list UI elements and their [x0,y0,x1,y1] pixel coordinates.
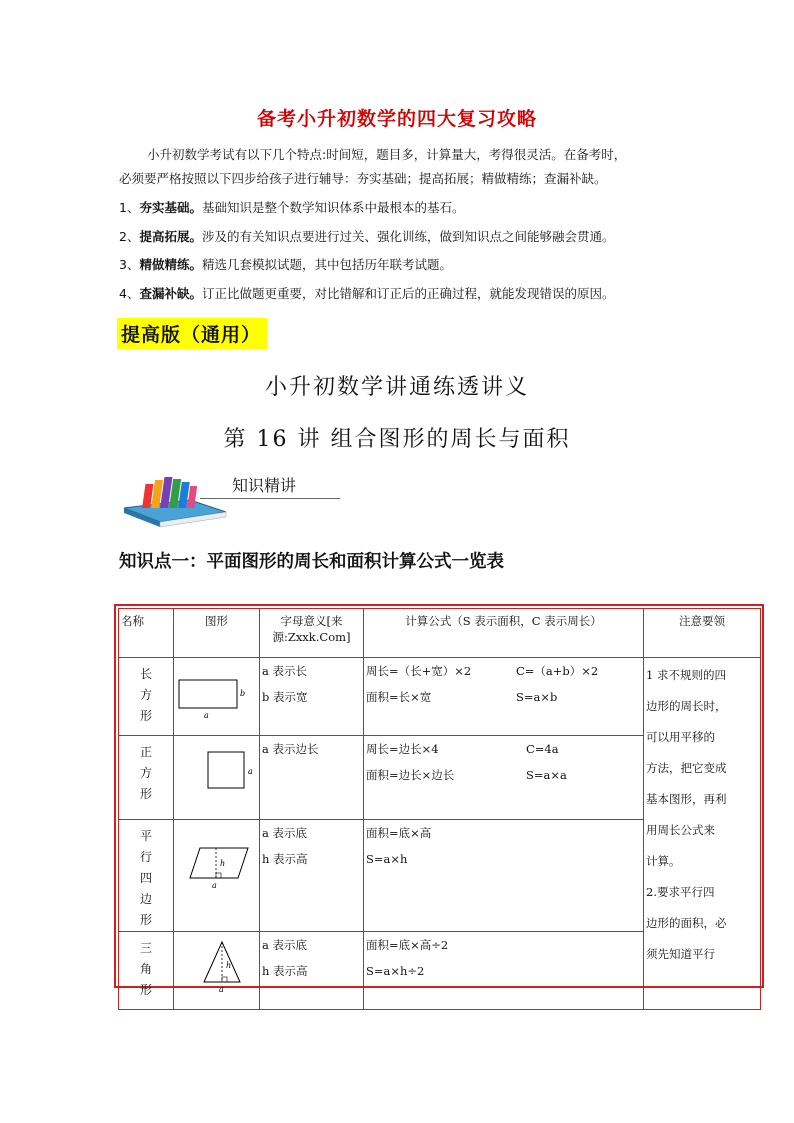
header-formula: 计算公式（S 表示面积，C 表示周长） [364,609,644,658]
step-title: 精做精练。 [139,257,202,272]
header-name: 名称 [119,609,174,658]
figure-label: a [204,711,209,720]
shape-name-rectangle: 长 方 形 [119,658,174,736]
triangle-figure [174,932,260,1010]
rectangle-figure [174,658,260,736]
figure-label: h [226,961,232,970]
notes-cell: 1 求不规则的四 边形的周长时， 可以用平移的 方法，把它变成 基本图形，再利 用周长公式来 计算。 2.要求平行四 边形的面积，必 须先知道平行 [644,658,761,1010]
figure-label: a [248,767,253,776]
figure-label: h [220,859,226,868]
figure-label: b [240,689,246,698]
section-banner-divider [200,498,340,499]
document-title: 备考小升初数学的四大复习攻略 [256,108,537,130]
formula-cell: 面积=底×高÷2 S=a×h÷2 [364,932,644,1010]
meaning-cell: a 表示边长 [260,736,364,820]
formula-cell: 周长=边长×4 C=4a 面积=边长×边长 S=a×a [364,736,644,820]
books-icon [120,466,230,528]
shape-name-triangle: 三 角 形 [119,932,174,1010]
table-row [119,658,761,736]
square-figure [174,736,260,820]
lecture-title: 第 16 讲 组合图形的周长与面积 [223,427,571,452]
parallelogram-figure [174,820,260,932]
step-item-4: 4、查漏补缺。订正比做题更重要，对比错解和订正后的正确过程，就能发现错误的原因。 [119,286,615,301]
meaning-cell: a 表示底 h 表示高 [260,932,364,1010]
step-title: 夯实基础。 [139,200,202,215]
knowledge-point-heading: 知识点一：平面图形的周长和面积计算公式一览表 [119,552,504,572]
table-header-row [119,609,761,658]
step-item-3: 3、精做精练。精选几套模拟试题，其中包括历年联考试题。 [119,257,452,272]
formula-table [114,604,764,997]
level-badge: 提高版（通用） [117,318,267,349]
step-title: 提高拓展。 [139,229,202,244]
figure-label: a [212,881,217,890]
intro-paragraph-line-2: 必须要严格按照以下四步给孩子进行辅导：夯实基础；提高拓展；精做精练；查漏补缺。 [119,171,607,186]
step-title: 查漏补缺。 [139,286,202,301]
header-figure: 图形 [174,609,260,658]
intro-paragraph-line-1: 小升初数学考试有以下几个特点:时间短，题目多，计算量大，考得很灵活。在备考时， [147,147,627,162]
figure-label: a [219,985,224,994]
lecture-series-title: 小升初数学讲通练透讲义 [264,375,529,400]
formula-cell: 周长=（长+宽）×2 C=（a+b）×2 面积=长×宽 S=a×b [364,658,644,736]
shape-name-square: 正 方 形 [119,736,174,820]
step-item-2: 2、提高拓展。涉及的有关知识点要进行过关、强化训练，做到知识点之间能够融会贯通。 [119,229,615,244]
formula-cell: 面积=底×高 S=a×h [364,820,644,932]
meaning-cell: a 表示底 h 表示高 [260,820,364,932]
header-notes: 注意要领 [644,609,761,658]
meaning-cell: a 表示长 b 表示宽 [260,658,364,736]
step-item-1: 1、夯实基础。基础知识是整个数学知识体系中最根本的基石。 [119,200,465,215]
section-banner-label: 知识精讲 [232,476,297,495]
shape-name-parallelogram: 平 行 四 边 形 [119,820,174,932]
header-meaning: 字母意义[来源:Zxxk.Com] [260,609,364,658]
